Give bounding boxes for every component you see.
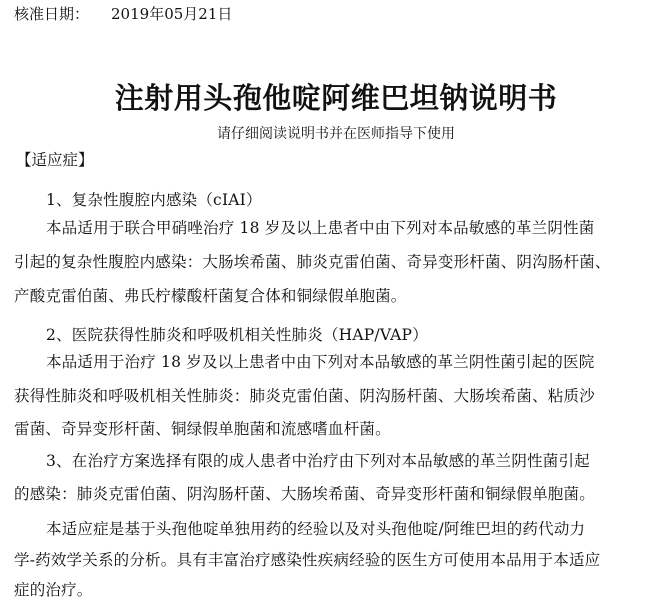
closing-line-3: 症的治疗。	[14, 581, 93, 599]
item-2-line-3: 雷菌、奇异变形杆菌、铜绿假单胞菌和流感嗜血杆菌。	[14, 420, 391, 438]
item-2-line-2: 获得性肺炎和呼吸机相关性肺炎：肺炎克雷伯菌、阴沟肠杆菌、大肠埃希菌、粘质沙	[14, 387, 595, 405]
item-2-heading: 2、医院获得性肺炎和呼吸机相关性肺炎（HAP/VAP）	[46, 326, 428, 344]
closing-line-2: 学-药效学关系的分析。具有丰富治疗感染性疾病经验的医生方可使用本品用于本适应	[14, 551, 601, 569]
approval-date-label: 核准日期：	[14, 5, 90, 23]
item-1-line-3: 产酸克雷伯菌、弗氏柠檬酸杆菌复合体和铜绿假单胞菌。	[14, 287, 407, 305]
item-3-line-2: 的感染：肺炎克雷伯菌、阴沟肠杆菌、大肠埃希菌、奇异变形杆菌和铜绿假单胞菌。	[14, 485, 595, 503]
item-1-heading: 1、复杂性腹腔内感染（cIAI）	[46, 191, 262, 209]
item-3-line-1: 3、在治疗方案选择有限的成人患者中治疗由下列对本品敏感的革兰阴性菌引起	[46, 452, 590, 470]
closing-line-1: 本适应症是基于头孢他啶单独用药的经验以及对头孢他啶/阿维巴坦的药代动力	[46, 520, 586, 538]
document-title: 注射用头孢他啶阿维巴坦钠说明书	[114, 81, 558, 115]
approval-date-value: 2019年05月21日	[111, 5, 233, 23]
document-subtitle: 请仔细阅读说明书并在医师指导下使用	[217, 126, 455, 142]
section-heading-indications: 【适应症】	[16, 151, 94, 169]
item-1-line-1: 本品适用于联合甲硝唑治疗 18 岁及以上患者中由下列对本品敏感的革兰阴性菌	[46, 219, 595, 237]
approval-date-line	[14, 4, 232, 24]
item-1-line-2: 引起的复杂性腹腔内感染：大肠埃希菌、肺炎克雷伯菌、奇异变形杆菌、阴沟肠杆菌、	[14, 253, 611, 271]
item-2-line-1: 本品适用于治疗 18 岁及以上患者中由下列对本品敏感的革兰阴性菌引起的医院	[46, 353, 595, 371]
